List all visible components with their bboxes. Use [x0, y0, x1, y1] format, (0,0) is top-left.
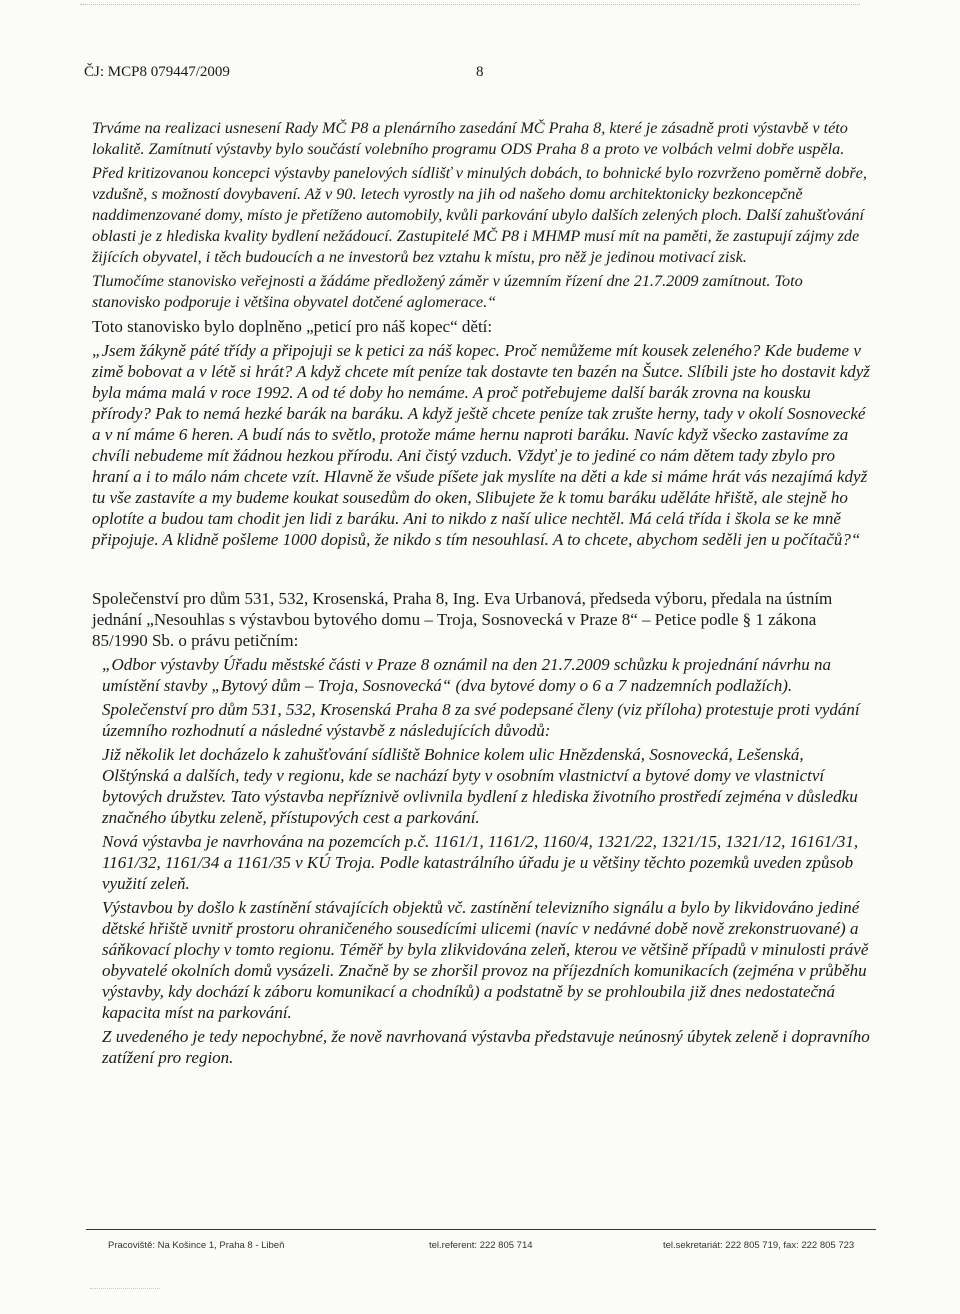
- reference-number: ČJ: MCP8 079447/2009: [84, 64, 230, 80]
- footer-address: Pracoviště: Na Košince 1, Praha 8 - Libeň: [108, 1240, 285, 1251]
- paragraph-impacts: Výstavbou by došlo k zastínění stávajících objektů vč. zastínění televizního signálu a bylo by likvidováno jediné dětské hřiště uvnitř prostoru ohraničeného sousedícími ulicemi (navíc v nedávné době nově zrekonstruované) a sáňkovací plochy v tomto regionu. Téměř by byla zlikvidována zeleň, kterou ve většině případů v minulosti právě obyvatelé okolních domů vysázeli. Značně by se zhoršil provoz na příjezdních komunikacích (zejména v průběhu výstavby, kdy dochází k záboru komunikací a chodníků) a podstatně by se prohloubila již dnes nedostatečná kapacita míst na parkování.: [102, 898, 869, 1022]
- paragraph-land-parcels: Nová výstavba je navrhována na pozemcích p.č. 1161/1, 1161/2, 1160/4, 1321/22, 1321/15, 1321/12, 16161/31, 1161/32, 1161/34 a 1161/35 v KÚ Troja. Podle katastrálního úřadu je u většiny těchto pozemků uveden způsob využití zeleň.: [102, 832, 859, 893]
- paragraph-housing-concept: Před kritizovanou koncepci výstavby panelových sídlišť v minulých dobách, to bohnické bylo rozvrženo poměrně dobře, vzdušně, s možností dovybavení. Až v 90. letech vyrostly na jih od našeho domu architektonicky bezkoncepčně naddimenzované domy, místo je přetíženo automobily, kvůli parkování ubylo dalších zelených ploch. Další zahušťování oblasti je z hlediska kvality bydlení nežádoucí. Zastupitelé MČ P8 i MHMP musí mít na paměti, že zastupují zájmy zde žijících obyvatel, i těch budoucích a ne investorů bez vztahu k místu, pro něž je jedinou motivací zisk.: [92, 164, 867, 266]
- paragraph-public-position: Tlumočíme stanovisko veřejnosti a žádáme předložený záměr v územním řízení dne 21.7.2009 zamítnout. Toto stanovisko podporuje i většina obyvatel dotčené aglomerace.“: [92, 272, 803, 311]
- footer-referent-phone: tel.referent: 222 805 714: [429, 1240, 533, 1251]
- paragraph-child-letter: „Jsem žákyně páté třídy a připojuji se k petici za náš kopec. Proč nemůžeme mít kousek zeleného? Kde budeme v zimě bobovat a v létě si hrát? A když chcete mít peníze tak dostavte ten bazén na Šutce. Slíbili jste ho dostavit když byla máma malá v roce 1992. A od té doby ho nemáme. A proč potřebujeme další barák zrovna na kousku přírody? Pak to nemá hezké barák na baráku. A když ještě chcete peníze tak zrušte herny, tady v okolí Sosnovecké a v ní máme 6 heren. A budí nás to světlo, protože máme hernu naproti baráku. Navíc když všecko zastavíme za chvíli nebudeme mít žádnou hezkou přírodu. Ani čistý vzduch. Vždyť je to jediné co nám dětem tady zbylo pro hraní a i to málo nám chcete vzít. Hlavně že všude píšete jak myslíte na děti a kde si máme hrát vás nezajímá když tu vše zastavíte a my budeme koukat sousedům do oken, Slibujete že k tomu baráku uděláte hřiště, ale stejně ho oplotíte a budou tam chodit jen lidi z baráku. Ani to nikdo z naší ulice nechtěl. Má celá třída i škola se ke mně připojuje. A klidně pošleme 1000 dopisů, že nikdo s tím nesouhlasí. A to chcete, abychom seděli jen u počítačů?“: [92, 341, 870, 549]
- page-header: [84, 64, 884, 86]
- paragraph-meeting-notice: „Odbor výstavby Úřadu městské části v Praze 8 oznámil na den 21.7.2009 schůzku k projednání návrhu na umístění stavby „Bytový dům – Troja, Sosnovecká“ (dva bytové domy o 6 a 7 nadzemních podlažích).: [102, 655, 832, 695]
- paragraph-council-resolution: Trváme na realizaci usnesení Rady MČ P8 a plenárního zasedání MČ Praha 8, které je zásadně proti výstavbě v této lokalitě. Zamítnutí výstavby bylo součástí volebního programu ODS Praha 8 a proto ve volbách velmi dobře uspěla.: [92, 119, 848, 158]
- page-footer: [0, 1240, 960, 1254]
- scan-artifact: [80, 4, 860, 5]
- paragraph-association-submission: Společenství pro dům 531, 532, Krosenská, Praha 8, Ing. Eva Urbanová, předseda výboru, předala na ústním jednání „Nesouhlas s výstavbou bytového domu – Troja, Sosnovecká v Praze 8“ – Petice podle § 1 zákona 85/1990 Sb. o právu petičním:: [92, 589, 833, 650]
- footer-secretariat-phone: tel.sekretariát: 222 805 719, fax: 222 805 723: [663, 1240, 855, 1251]
- page-number: 8: [476, 64, 484, 80]
- paragraph-protest: Společenství pro dům 531, 532, Krosenská Praha 8 za své podepsané členy (viz příloha) protestuje proti vydání územního rozhodnutí a následné výstavbě z následujících důvodů:: [102, 700, 860, 740]
- footer-rule: [86, 1229, 876, 1230]
- paragraph-children-petition-intro: Toto stanovisko bylo doplněno „peticí pro náš kopec“ dětí:: [92, 317, 493, 336]
- paragraph-densification: Již několik let docházelo k zahušťování sídliště Bohnice kolem ulic Hnězdenská, Sosnovecká, Lešenská, Olštýnská a dalších, tedy v regionu, kde se nachází byty v osobním vlastnictví a bytové domy ve vlastnictví bytových družstev. Tato výstavba nepříznivě ovlivnila bydlení z hlediska životního prostředí zejména v důsledku značného úbytku zeleně, přístupových cest a parkování.: [102, 745, 858, 827]
- paragraph-conclusion: Z uvedeného je tedy nepochybné, že nově navrhovaná výstavba představuje neúnosný úbytek zeleně i dopravního zatížení pro region.: [102, 1027, 870, 1067]
- document-body: [92, 118, 872, 1068]
- scan-artifact-bottom: [90, 1288, 160, 1289]
